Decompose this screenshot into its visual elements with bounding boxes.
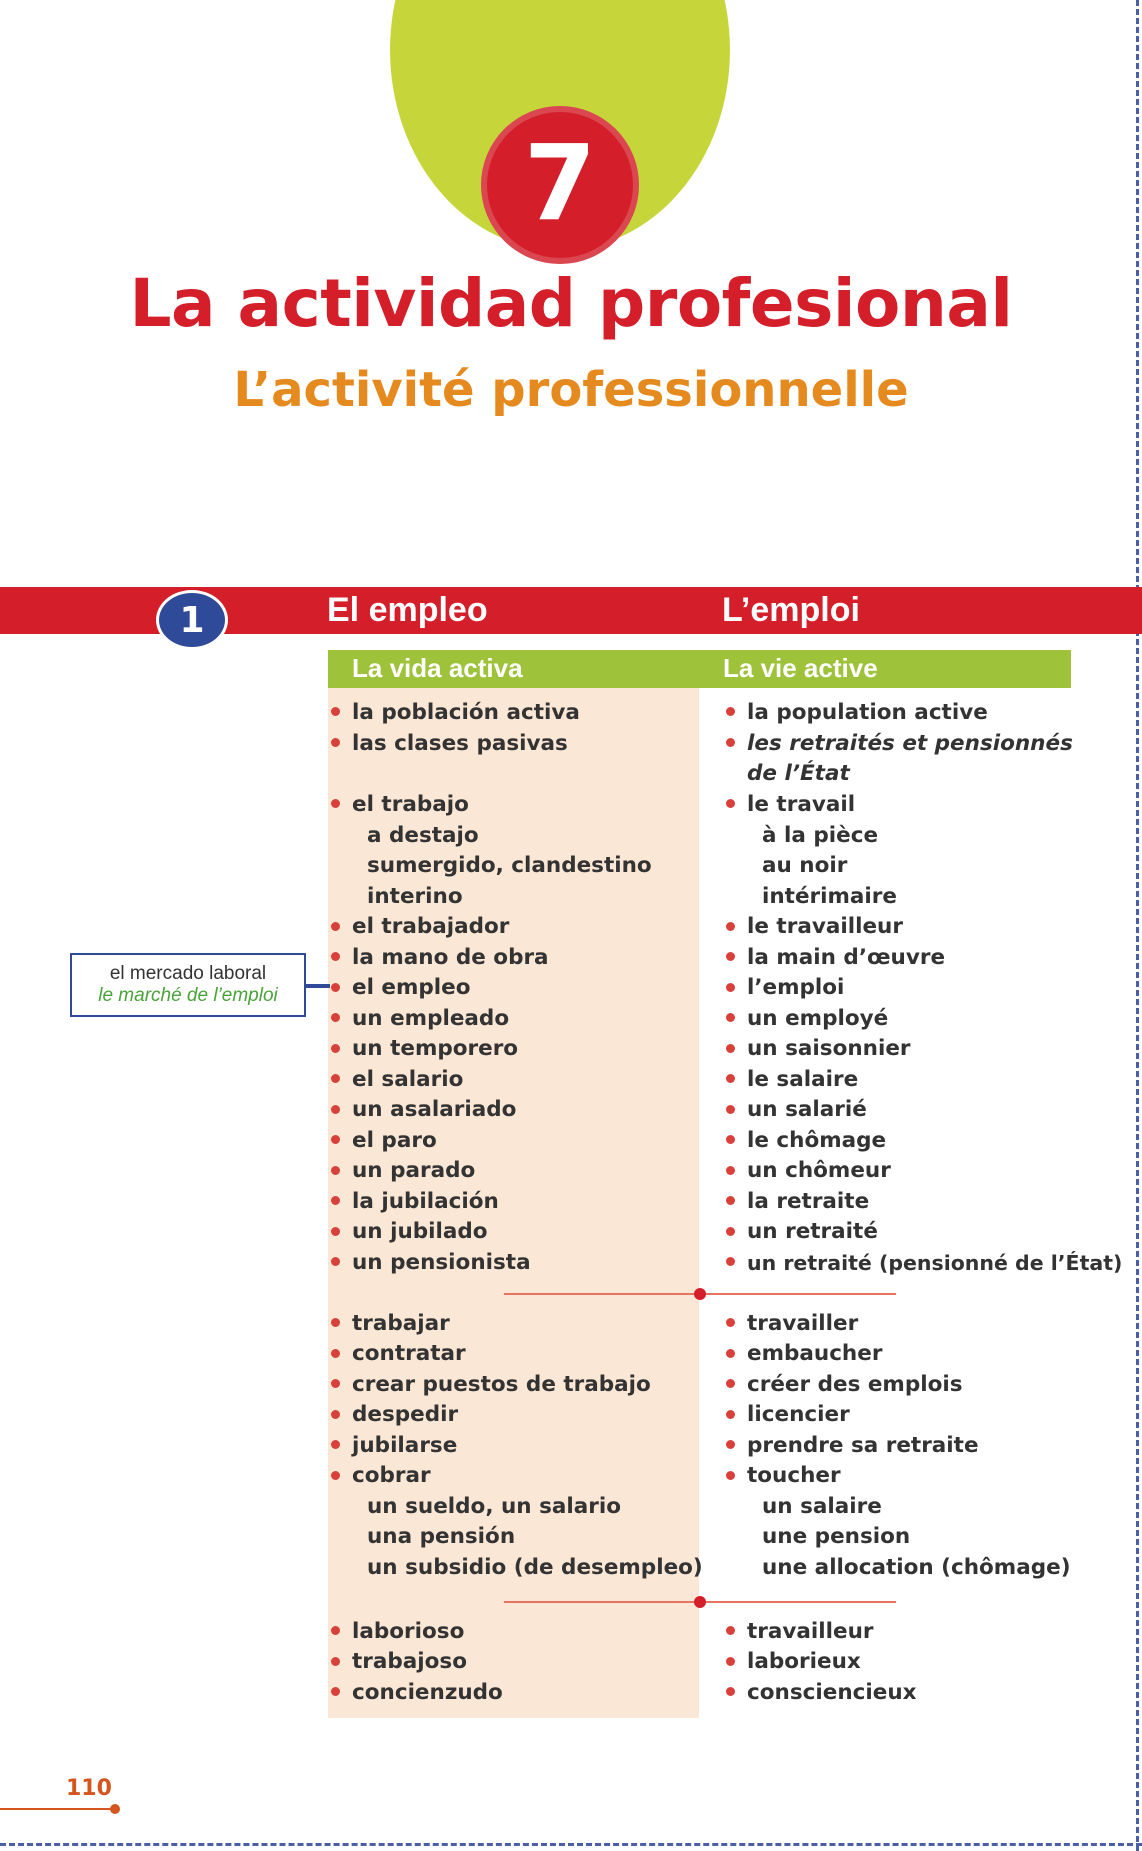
bullet-icon [726, 1074, 735, 1083]
vocab-es-item: cobrar [352, 1463, 431, 1488]
bullet-icon [331, 1657, 340, 1666]
vocab-es-item: trabajoso [352, 1649, 467, 1674]
bullet-icon [726, 738, 735, 747]
vocab-fr-subitem: une allocation (chômage) [762, 1555, 1071, 1580]
vocab-es-item: despedir [352, 1402, 459, 1427]
vocab-es-item: un empleado [352, 1006, 510, 1031]
bullet-icon [726, 1379, 735, 1388]
vocab-fr-item: un saisonnier [747, 1036, 911, 1061]
vocab-es-item: un pensionista [352, 1250, 531, 1275]
vocab-fr-item: un salarié [747, 1097, 867, 1122]
vocab-es-item: el salario [352, 1067, 464, 1092]
vocab-fr-item: un retraité (pensionné de l’État) [747, 1251, 1123, 1275]
bullet-icon [726, 922, 735, 931]
vocab-es-item: un parado [352, 1158, 476, 1183]
chapter-number: 7 [523, 122, 597, 244]
vocab-es-item: un asalariado [352, 1097, 517, 1122]
vocab-fr-item: licencier [747, 1402, 850, 1427]
bullet-icon [331, 1471, 340, 1480]
bullet-icon [331, 1013, 340, 1022]
vocab-fr-item: la population active [747, 700, 988, 725]
subsection-title-es: La vida activa [352, 653, 523, 683]
bullet-icon [726, 1135, 735, 1144]
vocab-fr-item: un employé [747, 1006, 889, 1031]
vocab-fr-item: le salaire [747, 1067, 859, 1092]
bottom-margin-dashes [0, 1843, 1142, 1846]
vocab-fr-item: les retraités et pensionnés [747, 731, 1073, 756]
section-title-fr: L’emploi [722, 591, 860, 629]
vocab-es-item: el trabajo [352, 792, 469, 817]
vocab-fr-item: consciencieux [747, 1680, 917, 1705]
bullet-icon [726, 1410, 735, 1419]
vocab-fr-subitem: au noir [762, 853, 848, 878]
vocab-es-item: la población activa [352, 700, 580, 725]
side-note-es: el mercado laboral [109, 963, 267, 984]
vocab-es-item: un jubilado [352, 1219, 488, 1244]
bullet-icon [331, 1626, 340, 1635]
vocab-es-item: jubilarse [352, 1433, 458, 1458]
bullet-icon [331, 1379, 340, 1388]
bullet-icon [726, 1044, 735, 1053]
bullet-icon [331, 1227, 340, 1236]
vocab-fr-item: toucher [747, 1463, 841, 1488]
vocab-es-subitem: a destajo [367, 823, 479, 848]
vocab-fr-item: l’emploi [747, 975, 845, 1000]
page-number: 110 [66, 1776, 112, 1801]
bullet-icon [331, 1687, 340, 1696]
vocab-fr-item: la retraite [747, 1189, 870, 1214]
vocab-es-item: la mano de obra [352, 945, 549, 970]
vocab-es-item: trabajar [352, 1311, 450, 1336]
vocab-fr-item-continued: de l’État [747, 761, 850, 786]
vocab-es-item: las clases pasivas [352, 731, 568, 756]
vocab-es-item: el trabajador [352, 914, 510, 939]
bullet-icon [726, 799, 735, 808]
section-number-badge: 1 [156, 590, 228, 650]
bullet-icon [331, 1318, 340, 1327]
bullet-icon [331, 1349, 340, 1358]
bullet-icon [726, 1105, 735, 1114]
vocab-fr-item: travailler [747, 1311, 859, 1336]
bullet-icon [726, 1166, 735, 1175]
vocab-es-item: contratar [352, 1341, 466, 1366]
bullet-icon [331, 1257, 340, 1266]
bullet-icon [726, 1196, 735, 1205]
bullet-icon [726, 1318, 735, 1327]
bullet-icon [331, 1196, 340, 1205]
side-note-box [70, 953, 306, 1017]
vocab-es-item: el empleo [352, 975, 471, 1000]
vocab-fr-item: travailleur [747, 1619, 874, 1644]
vocab-fr-subitem: une pension [762, 1524, 911, 1549]
bullet-icon [331, 922, 340, 931]
bullet-icon [331, 1410, 340, 1419]
separator-dot [694, 1596, 706, 1608]
vocab-fr-item: laborieux [747, 1649, 861, 1674]
vocab-es-subitem: un subsidio (de desempleo) [367, 1555, 703, 1580]
vocab-fr-item: un retraité [747, 1219, 878, 1244]
vocab-es-item: laborioso [352, 1619, 465, 1644]
vocab-fr-item: le travail [747, 792, 856, 817]
chapter-badge [481, 106, 639, 264]
vocab-fr-item: la main d’œuvre [747, 945, 946, 970]
chapter-title-es: La actividad profesional [129, 265, 1013, 342]
vocab-fr-item: le travailleur [747, 914, 903, 939]
bullet-icon [331, 1440, 340, 1449]
section-title-es: El empleo [327, 591, 488, 629]
vocab-es-subitem: interino [367, 884, 463, 909]
page-number-line [0, 1808, 114, 1810]
vocab-fr-item: prendre sa retraite [747, 1433, 979, 1458]
bullet-icon [331, 983, 340, 992]
bullet-icon [331, 952, 340, 961]
separator-dot [694, 1288, 706, 1300]
bullet-icon [331, 738, 340, 747]
side-note-connector [306, 984, 330, 988]
vocab-fr-item: un chômeur [747, 1158, 891, 1183]
bullet-icon [331, 1105, 340, 1114]
bullet-icon [726, 1440, 735, 1449]
vocab-es-item: crear puestos de trabajo [352, 1372, 651, 1397]
bullet-icon [331, 799, 340, 808]
bullet-icon [331, 1044, 340, 1053]
bullet-icon [726, 1257, 735, 1266]
bullet-icon [726, 1687, 735, 1696]
subsection-title-fr: La vie active [723, 653, 878, 683]
bullet-icon [726, 1626, 735, 1635]
vocab-fr-item: embaucher [747, 1341, 883, 1366]
vocab-es-item: el paro [352, 1128, 437, 1153]
bullet-icon [331, 1135, 340, 1144]
vocab-es-item: concienzudo [352, 1680, 503, 1705]
chapter-title-fr: L’activité professionnelle [233, 362, 909, 418]
vocab-es-item: la jubilación [352, 1189, 499, 1214]
vocab-es-item: un temporero [352, 1036, 519, 1061]
vocab-fr-item: créer des emplois [747, 1372, 963, 1397]
bullet-icon [331, 1166, 340, 1175]
vocab-es-subitem: un sueldo, un salario [367, 1494, 621, 1519]
page-number-dot [110, 1804, 120, 1814]
bullet-icon [726, 1349, 735, 1358]
vocab-es-subitem: una pensión [367, 1524, 516, 1549]
bullet-icon [726, 1013, 735, 1022]
vocab-es-subitem: sumergido, clandestino [367, 853, 652, 878]
vocab-fr-subitem: un salaire [762, 1494, 882, 1519]
bullet-icon [726, 983, 735, 992]
side-note-fr: le marché de l’emploi [98, 985, 278, 1006]
bullet-icon [726, 1657, 735, 1666]
bullet-icon [331, 707, 340, 716]
vocab-fr-subitem: intérimaire [762, 884, 897, 909]
bullet-icon [726, 952, 735, 961]
bullet-icon [726, 1471, 735, 1480]
vocab-fr-subitem: à la pièce [762, 823, 879, 848]
bullet-icon [331, 1074, 340, 1083]
vocab-fr-item: le chômage [747, 1128, 887, 1153]
bullet-icon [726, 707, 735, 716]
bullet-icon [726, 1227, 735, 1236]
